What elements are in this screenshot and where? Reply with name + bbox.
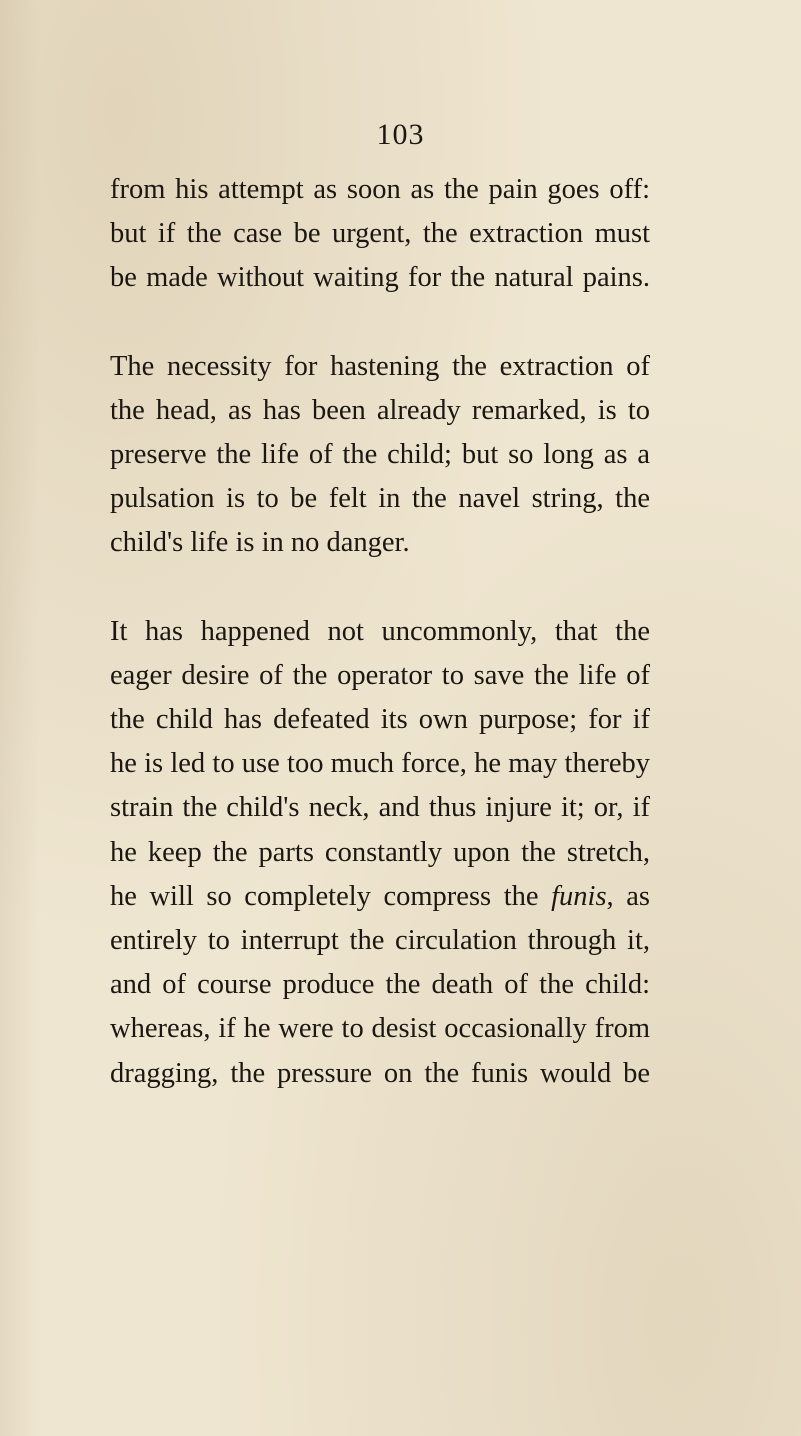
text-line: whereas, if he were to desist occasionally from [110, 1013, 650, 1045]
text-segment: he will so completely compress the [110, 880, 552, 912]
paragraph-2 [110, 345, 650, 566]
italic-term: funis [551, 880, 607, 912]
text-line: pulsation is to be felt in the navel string, the [110, 483, 650, 515]
text-line: strain the child's neck, and thus injure it; or, if [110, 792, 650, 824]
text-line: be made without waiting for the natural pains. [110, 262, 650, 294]
text-line: eager desire of the operator to save the life of [110, 659, 650, 691]
paragraph-1 [110, 168, 650, 301]
text-line: dragging, the pressure on the funis would be [110, 1057, 650, 1089]
text-line: he is led to use too much force, he may thereby [110, 748, 650, 780]
text-line: child's life is in no danger. [110, 527, 410, 559]
text-line: The necessity for hastening the extraction of [110, 350, 650, 382]
body-text [110, 168, 650, 1096]
text-line: the head, as has been already remarked, is to [110, 394, 650, 426]
text-line: but if the case be urgent, the extraction must [110, 218, 650, 250]
page-number: 103 [376, 118, 425, 151]
paragraph-3 [110, 610, 650, 1096]
text-line: entirely to interrupt the circulation through it, [110, 925, 650, 957]
text-line: the child has defeated its own purpose; for if [110, 704, 650, 736]
text-line: It has happened not uncommonly, that the [110, 615, 650, 647]
text-segment: , as [606, 880, 650, 912]
text-line: he keep the parts constantly upon the stretch, [110, 836, 650, 868]
text-line: preserve the life of the child; but so long as a [110, 439, 650, 471]
text-line-with-italic [110, 875, 650, 919]
text-line: from his attempt as soon as the pain goes off: [110, 174, 650, 205]
text-line: and of course produce the death of the child: [110, 969, 650, 1001]
